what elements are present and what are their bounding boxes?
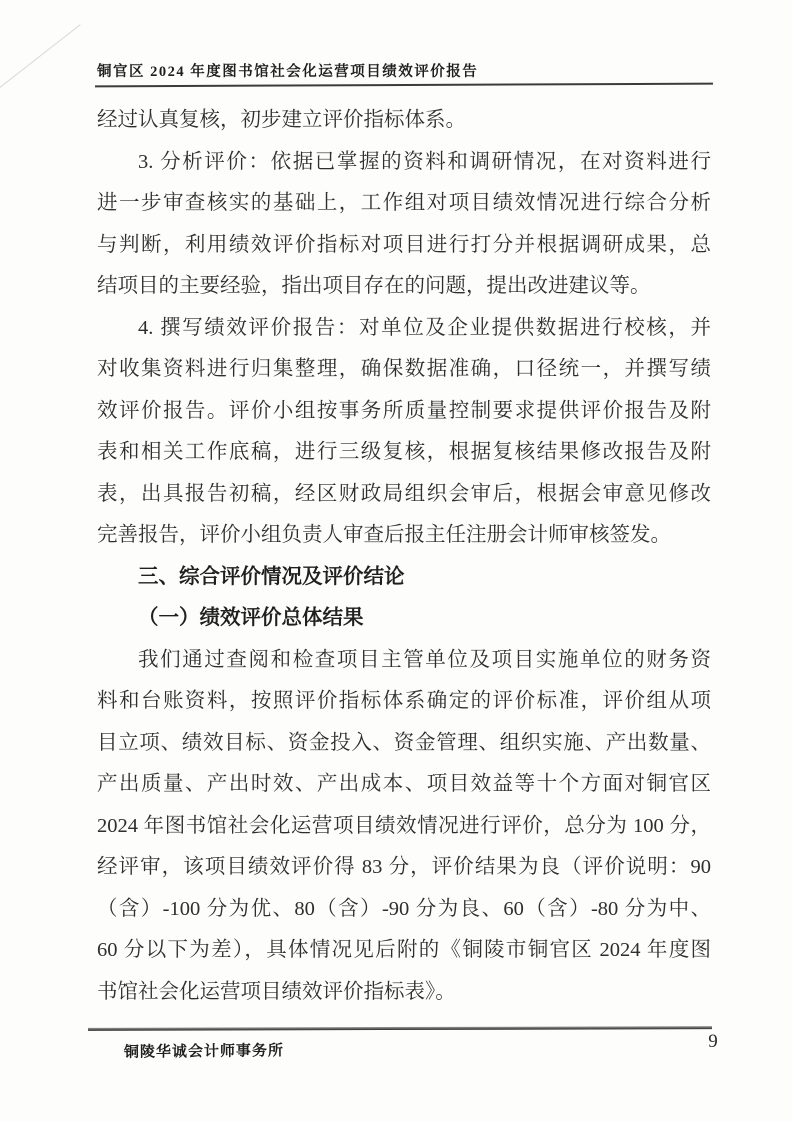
body-line: 完善报告，评价小组负责人审查后报主任注册会计师审核签发。 xyxy=(97,524,671,546)
body-line: 对收集资料进行归集整理，确保数据准确，口径统一，并撰写绩 xyxy=(97,358,711,380)
report-header-title: 铜官区 2024 年度图书馆社会化运营项目绩效评价报告 xyxy=(97,64,479,80)
body-line: 经评审，该项目绩效评价得 83 分，评价结果为良（评价说明：90 xyxy=(97,856,711,878)
body-line: 表，出具报告初稿，经区财政局组织会审后，根据会审意见修改 xyxy=(97,482,711,505)
section-heading-line: （一）绩效评价总体结果 xyxy=(138,607,364,629)
body-line: （含）-100 分为优、80（含）-90 分为良、60（含）-80 分为中、 xyxy=(97,897,711,920)
page-number: 9 xyxy=(708,1031,718,1052)
body-line: 3. 分析评价：依据已掌握的资料和调研情况，在对资料进行 xyxy=(138,150,711,173)
body-line: 表和相关工作底稿，进行三级复核，根据复核结果修改报告及附 xyxy=(97,441,711,463)
scan-artifact-line xyxy=(0,24,81,93)
footer-rule xyxy=(88,1026,712,1031)
body-line: 书馆社会化运营项目绩效评价指标表》。 xyxy=(97,980,456,1003)
body-line: 经过认真复核，初步建立评价指标体系。 xyxy=(97,109,466,131)
header-rule xyxy=(95,83,713,88)
body-line: 与判断，利用绩效评价指标对项目进行打分并根据调研成果，总 xyxy=(97,233,711,256)
body-line: 60 分以下为差），具体情况见后附的《铜陵市铜官区 2024 年度图 xyxy=(97,939,711,961)
body-text xyxy=(97,100,711,1013)
body-line: 目立项、绩效目标、资金投入、资金管理、组织实施、产出数量、 xyxy=(97,731,711,754)
body-line: 2024 年图书馆社会化运营项目绩效情况进行评价，总分为 100 分， xyxy=(97,814,711,837)
body-line: 料和台账资料，按照评价指标体系确定的评价标准，评价组从项 xyxy=(97,690,711,712)
body-line: 产出质量、产出时效、产出成本、项目效益等十个方面对铜官区 xyxy=(97,773,711,795)
body-line: 效评价报告。评价小组按事务所质量控制要求提供评价报告及附 xyxy=(97,399,711,422)
body-line: 结项目的主要经验，指出项目存在的问题，提出改进建议等。 xyxy=(97,275,651,297)
body-line: 进一步审查核实的基础上，工作组对项目绩效情况进行综合分析 xyxy=(97,192,711,214)
body-line: 我们通过查阅和检查项目主管单位及项目实施单位的财务资 xyxy=(138,648,711,671)
footer-firm-name: 铜陵华诚会计师事务所 xyxy=(123,1043,285,1061)
body-line: 4. 撰写绩效评价报告：对单位及企业提供数据进行校核，并 xyxy=(138,316,711,339)
section-heading-line: 三、综合评价情况及评价结论 xyxy=(138,565,405,588)
